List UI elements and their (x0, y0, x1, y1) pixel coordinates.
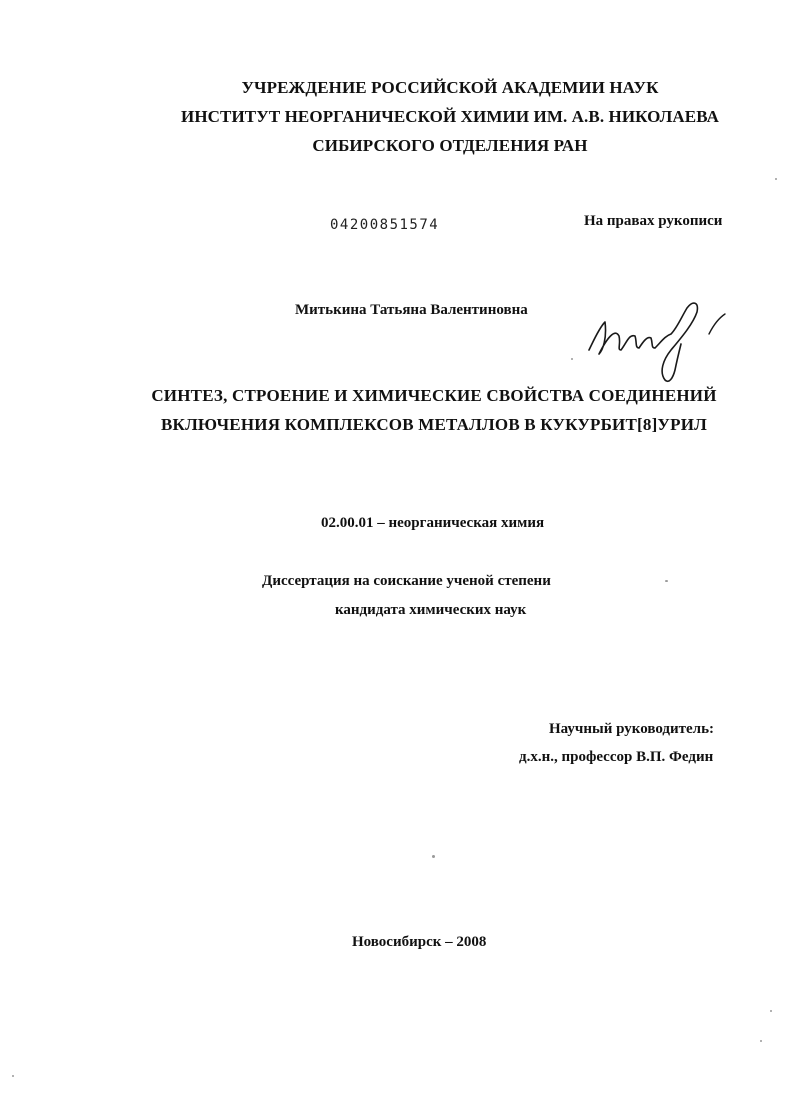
institution-line-1: УЧРЕЖДЕНИЕ РОССИЙСКОЙ АКАДЕМИИ НАУК (241, 78, 659, 97)
place-year: Новосибирск – 2008 (352, 934, 487, 950)
title-line-1: СИНТЕЗ, СТРОЕНИЕ И ХИМИЧЕСКИЕ СВОЙСТВА СОЕДИНЕНИЙ (151, 386, 717, 405)
institution-line-3: СИБИРСКОГО ОТДЕЛЕНИЯ РАН (312, 136, 588, 155)
catalog-number: 04200851574 (330, 217, 440, 233)
degree-line-2: кандидата химических наук (335, 602, 527, 618)
scan-speck (770, 1010, 772, 1012)
author-signature (585, 298, 735, 386)
title-line-2: ВКЛЮЧЕНИЯ КОМПЛЕКСОВ МЕТАЛЛОВ В КУКУРБИТ[8]УРИЛ (161, 415, 707, 434)
degree-line-1: Диссертация на соискание ученой степени (262, 573, 551, 589)
rights-note: На правах рукописи (584, 213, 723, 229)
supervisor-name: д.х.н., профессор В.П. Федин (519, 749, 714, 765)
scan-speck (775, 178, 777, 180)
author-name: Митькина Татьяна Валентиновна (295, 302, 528, 318)
institution-line-2: ИНСТИТУТ НЕОРГАНИЧЕСКОЙ ХИМИИ ИМ. А.В. НИКОЛАЕВА (181, 107, 719, 126)
scan-speck (760, 1040, 762, 1042)
specialty: 02.00.01 – неорганическая химия (321, 515, 545, 531)
scan-speck (665, 580, 668, 582)
scan-speck (571, 358, 573, 360)
supervisor-label: Научный руководитель: (549, 721, 714, 737)
scan-speck (432, 855, 435, 858)
scan-speck (12, 1075, 14, 1077)
